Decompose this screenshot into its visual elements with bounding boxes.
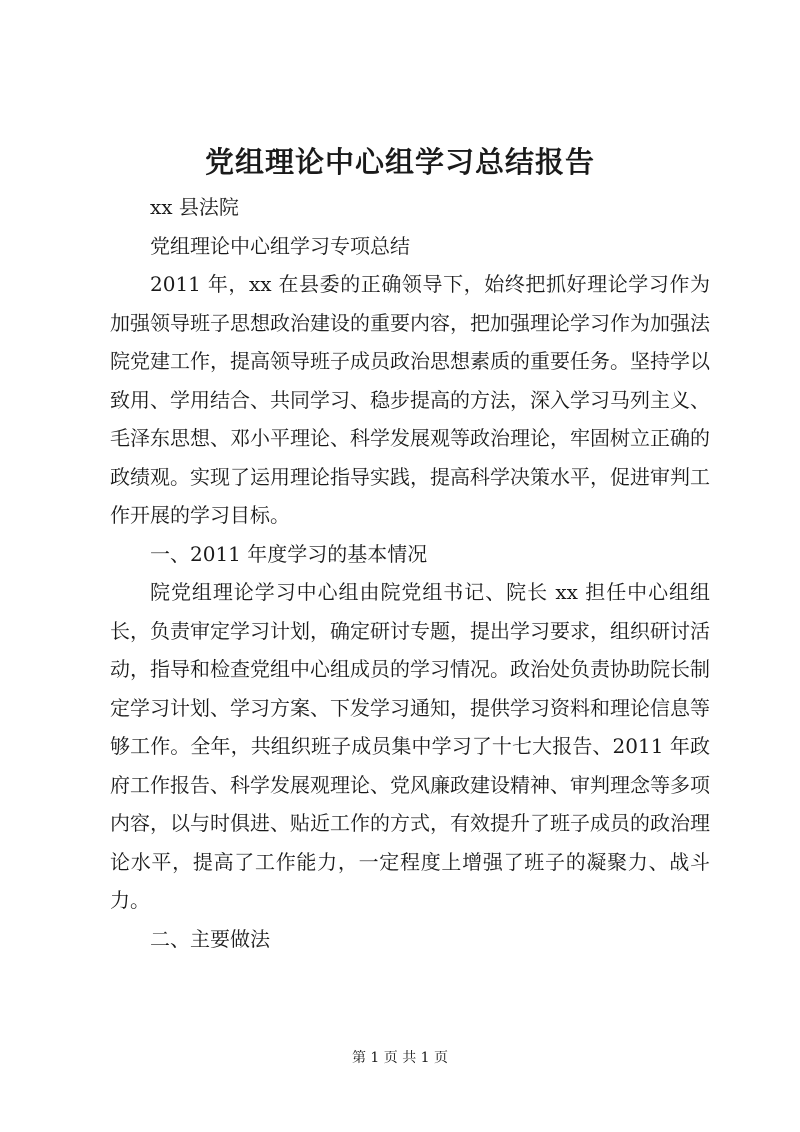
section-heading-1: 一、2011 年度学习的基本情况 (150, 541, 428, 566)
intro-paragraph: 2011 年，xx 在县委的正确领导下，始终把抓好理论学习作为加强领导班子思想政治建设的重要内容，把加强理论学习作为加强法院党建工作，提高领导班子成员政治思想素质的重要任务。坚持学以致用、学用结合、共同学习、稳步提高的方法，深入学习马列主义、毛泽东思想、邓小平理论、科学发展观等政治理论，牢固树立正确的政绩观。实现了运用理论指导实践，提高科学决策水平，促进审判工作开展的学习目标。 (110, 272, 710, 527)
section-1-paragraph: 院党组理论学习中心组由院党组书记、院长 xx 担任中心组组长，负责审定学习计划，确定研讨专题，提出学习要求，组织研讨活动，指导和检查党组中心组成员的学习情况。政治处负责协助院长制定学习计划、学习方案、下发学习通知，提供学习资料和理论信息等够工作。全年，共组织班子成员集中学习了十七大报告、2011 年政府工作报告、科学发展观理论、党风廉政建设精神、审判理念等多项内容，以与时俱进、贴近工作的方式，有效提升了班子成员的政治理论水平，提高了工作能力，一定程度上增强了班子的凝聚力、战斗力。 (110, 580, 710, 912)
author-line: xx 县法院 (150, 195, 239, 219)
section-heading-2: 二、主要做法 (150, 926, 270, 951)
document-body (110, 188, 710, 958)
document-title: 党组理论中心组学习总结报告 (204, 145, 595, 179)
subtitle-line: 党组理论中心组学习专项总结 (150, 233, 410, 258)
page-footer: 第 1 页 共 1 页 (351, 1050, 449, 1066)
